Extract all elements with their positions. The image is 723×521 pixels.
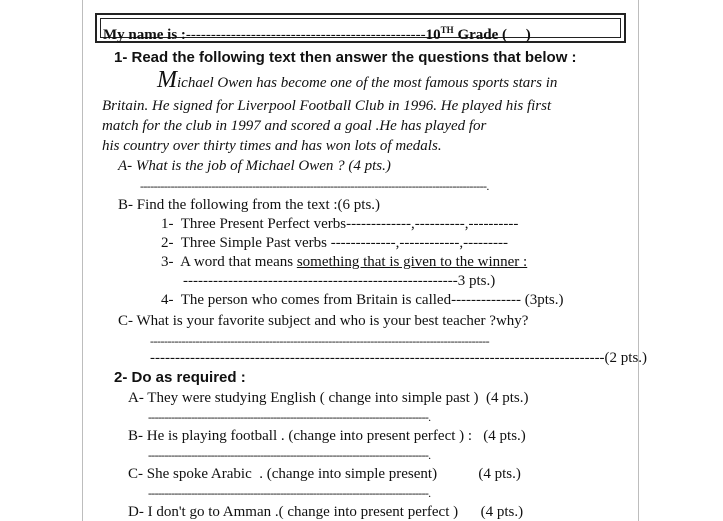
q1b-item-3-answer-line[interactable]: -------------------------------------------------------3 pts.) [183,273,496,289]
passage-drop-cap: M [157,67,177,93]
grade-suffix: TH [440,25,454,35]
q2b-answer-line[interactable]: -------------------------------------------------------------------------------------. [148,448,431,462]
q1a-question: A- What is the job of Michael Owen ? (4 pts.) [118,158,391,174]
grade-number: 10 [425,27,441,43]
q2c-answer-line[interactable]: -------------------------------------------------------------------------------------. [148,486,431,500]
q2a-text: A- They were studying English ( change into simple past ) (4 pts.) [128,390,529,406]
q2a-answer-line[interactable]: -------------------------------------------------------------------------------------. [148,410,431,424]
q1c-answer-line-2[interactable]: -------------------------------------------------------------------------------------------(2 pts.) [150,350,648,366]
name-line[interactable] [103,21,531,44]
passage-line-1-text: ichael Owen has become one of the most famous sports stars in [177,75,558,91]
grade-label: Grade ( ) [453,27,531,43]
q1b-item-1[interactable]: 1- Three Present Perfect verbs-------------,----------,---------- [161,216,519,232]
passage-line-3: match for the club in 1997 and scored a goal .He has played for [102,118,487,134]
q1c-question: C- What is your favorite subject and who is your best teacher ?why? [118,313,529,329]
q1-title: 1- Read the following text then answer the questions that below : [114,49,577,66]
q2-title: 2- Do as required : [114,369,246,386]
q1b-item-4[interactable]: 4- The person who comes from Britain is called-------------- (3pts.) [161,292,564,308]
name-label: My name is : [103,27,186,43]
q1b-item-2[interactable]: 2- Three Simple Past verbs -------------,------------,--------- [161,235,509,251]
q2c-text: C- She spoke Arabic . (change into simple present) (4 pts.) [128,466,521,482]
q2d-text: D- I don't go to Amman .( change into present perfect ) (4 pts.) [128,504,524,520]
q1b-item-3-definition: something that is given to the winner : [296,254,528,270]
passage-line-1 [157,67,558,93]
q1b-title: B- Find the following from the text :(6 pts.) [118,197,381,213]
page-margin-left [82,0,83,521]
q1a-answer-line[interactable]: ------------------------------------------------------------------------------------------------------. [140,179,489,193]
q1c-answer-line-1[interactable]: ------------------------------------------------------------------------------------------------- [150,334,490,348]
q2b-text: B- He is playing football . (change into present perfect ) : (4 pts.) [128,428,526,444]
name-blank: ------------------------------------------------ [185,27,426,43]
page-margin-right [638,0,639,521]
passage-line-4: his country over thirty times and has won lots of medals. [102,138,442,154]
q1b-item-3-prefix: 3- A word that means [161,254,297,270]
passage-line-2: Britain. He signed for Liverpool Football Club in 1996. He played his first [102,98,552,114]
q1b-item-3[interactable] [161,253,527,271]
